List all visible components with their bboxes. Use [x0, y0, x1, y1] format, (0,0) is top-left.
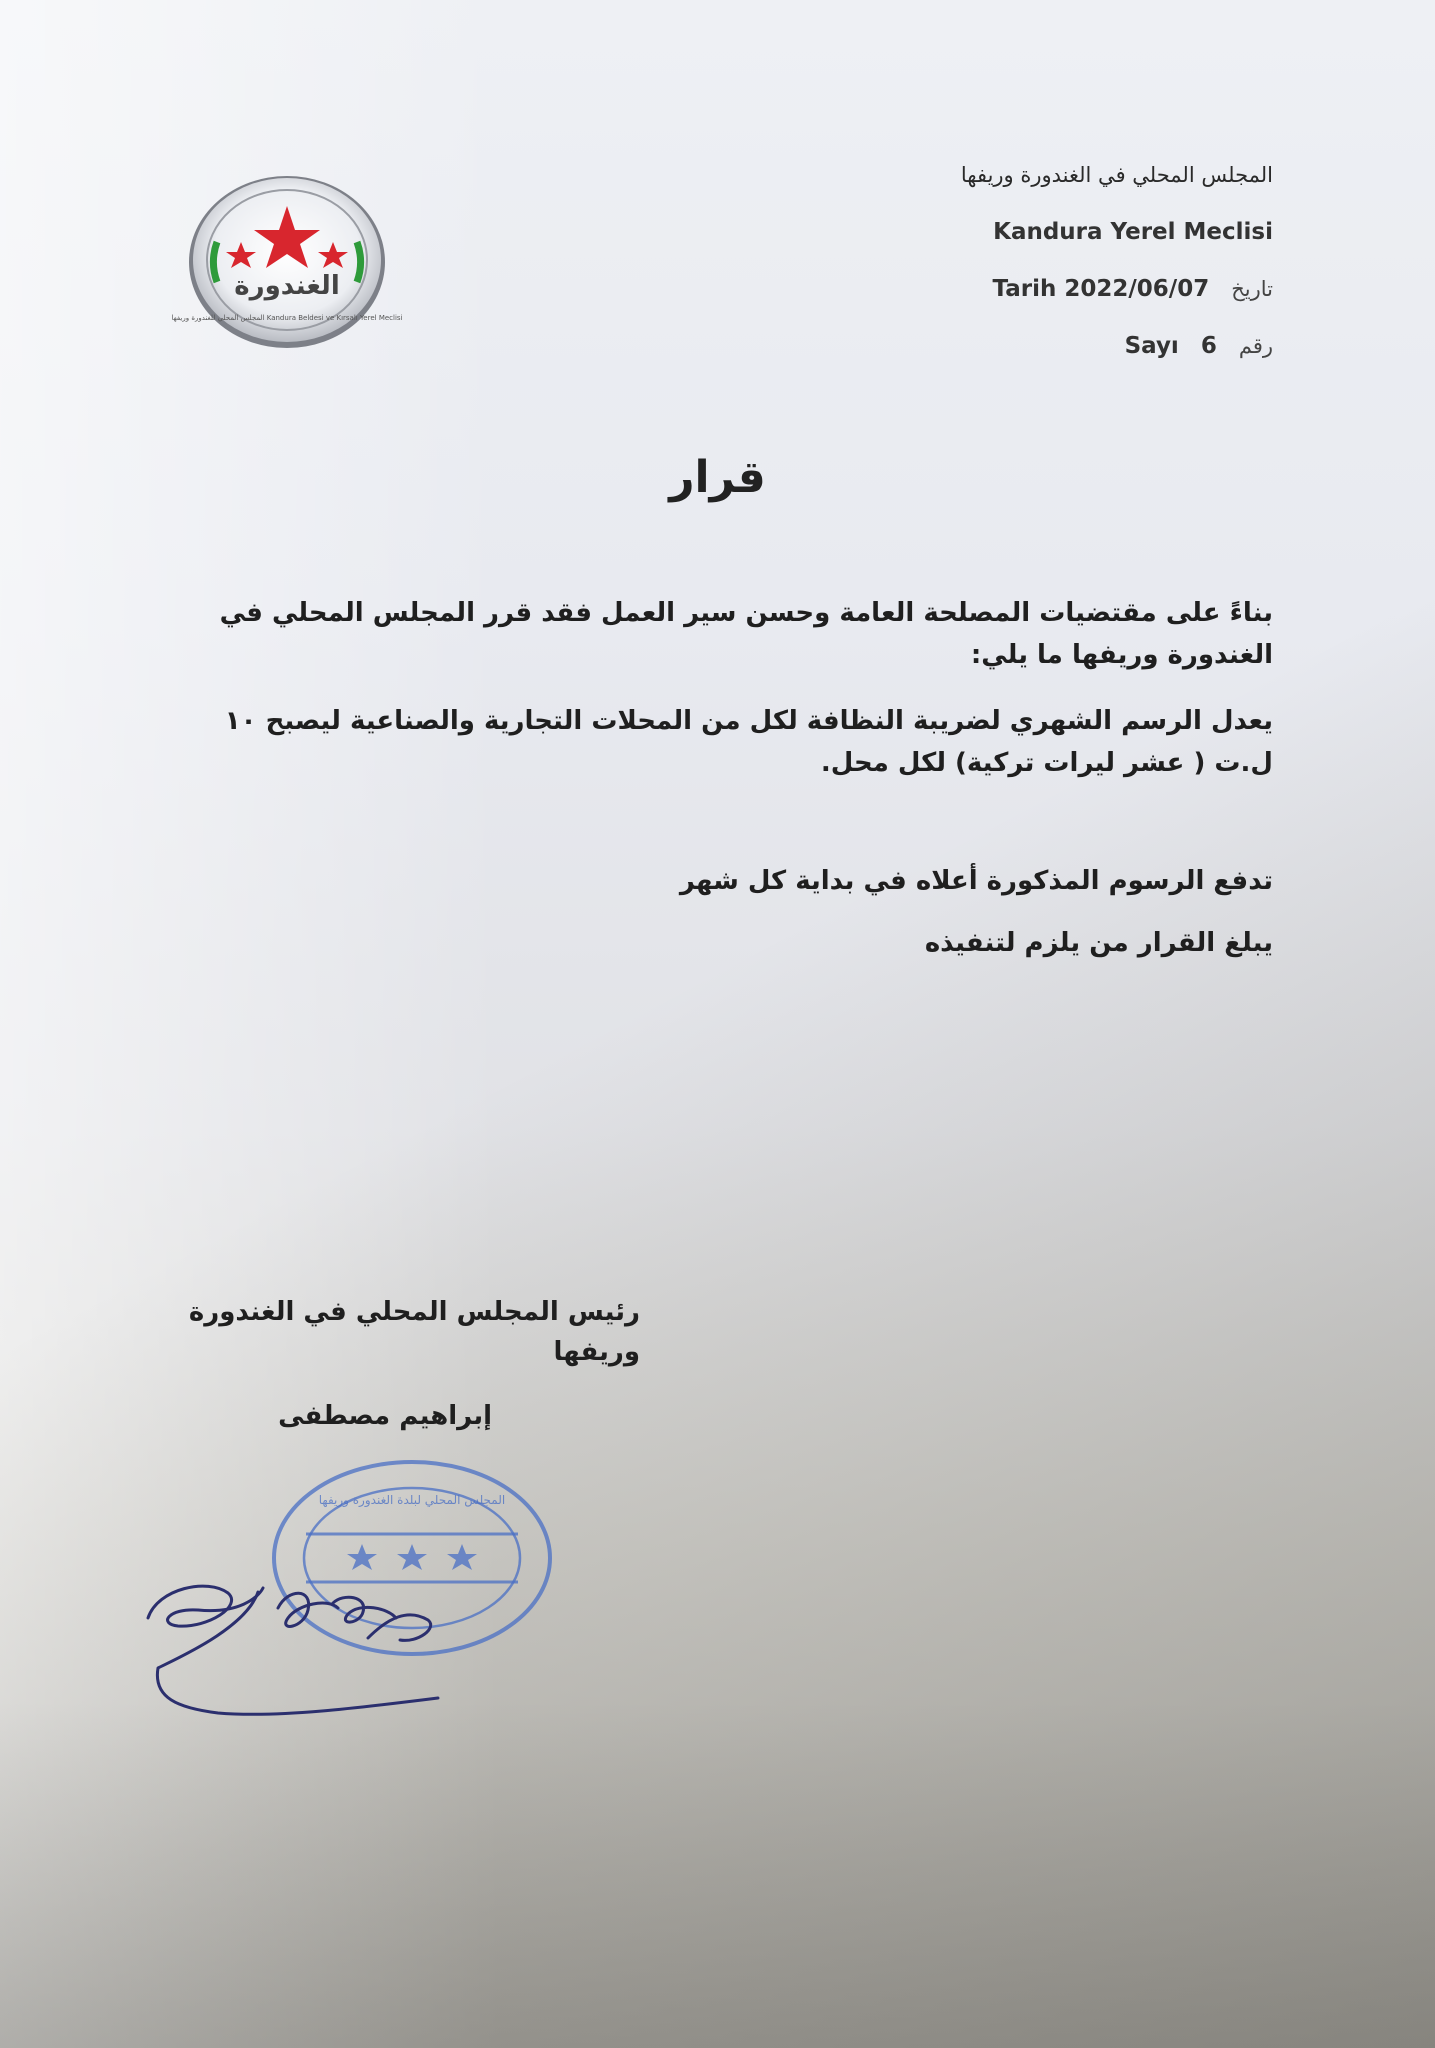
paragraph-2: يعدل الرسم الشهري لضريبة النظافة لكل من المحلات التجارية والصناعية ليصبح ١٠ ل.ت ( عشر ليرات تركية) لكل محل.	[224, 706, 1273, 778]
council-logo-icon	[171, 172, 403, 352]
photo-shadow	[0, 1700, 1435, 2048]
council-name-tr: Kandura Yerel Meclisi	[993, 219, 1273, 245]
logo-ring-text: المجلس المحلي للغندورة وريفها Kandura Beldesi ve Kırsalı Yerel Meclisi	[171, 314, 403, 322]
number-label-ar: رقم	[1238, 334, 1273, 358]
number-row	[713, 331, 1273, 361]
signatory-role: رئيس المجلس المحلي في الغندورة وريفها	[188, 1297, 640, 1367]
signatory-name: إبراهيم مصطفى	[278, 1401, 492, 1431]
date-label-ar: تاريخ	[1231, 277, 1273, 301]
letterhead	[713, 160, 1273, 388]
document-title: قرار	[669, 452, 766, 503]
number-label-tr: Sayı	[1124, 333, 1179, 359]
date-row	[713, 274, 1273, 304]
date-value: Tarih 2022/06/07	[992, 276, 1210, 302]
number-value: 6	[1200, 333, 1217, 359]
paragraph-1: بناءً على مقتضيات المصلحة العامة وحسن سير العمل فقد قرر المجلس المحلي في الغندورة وريفها ما يلي:	[219, 598, 1273, 670]
paragraph-4: يبلغ القرار من يلزم لتنفيذه	[924, 928, 1273, 958]
paragraph-3: تدفع الرسوم المذكورة أعلاه في بداية كل شهر	[679, 866, 1273, 896]
handwritten-signature-icon	[138, 1548, 498, 1728]
signature-block	[140, 1292, 640, 1436]
stamp-text: المجلس المحلي لبلدة الغندورة وريفها	[318, 1493, 506, 1507]
logo-text: الغندورة	[234, 271, 340, 301]
council-name-ar: المجلس المحلي في الغندورة وريفها	[960, 163, 1273, 187]
